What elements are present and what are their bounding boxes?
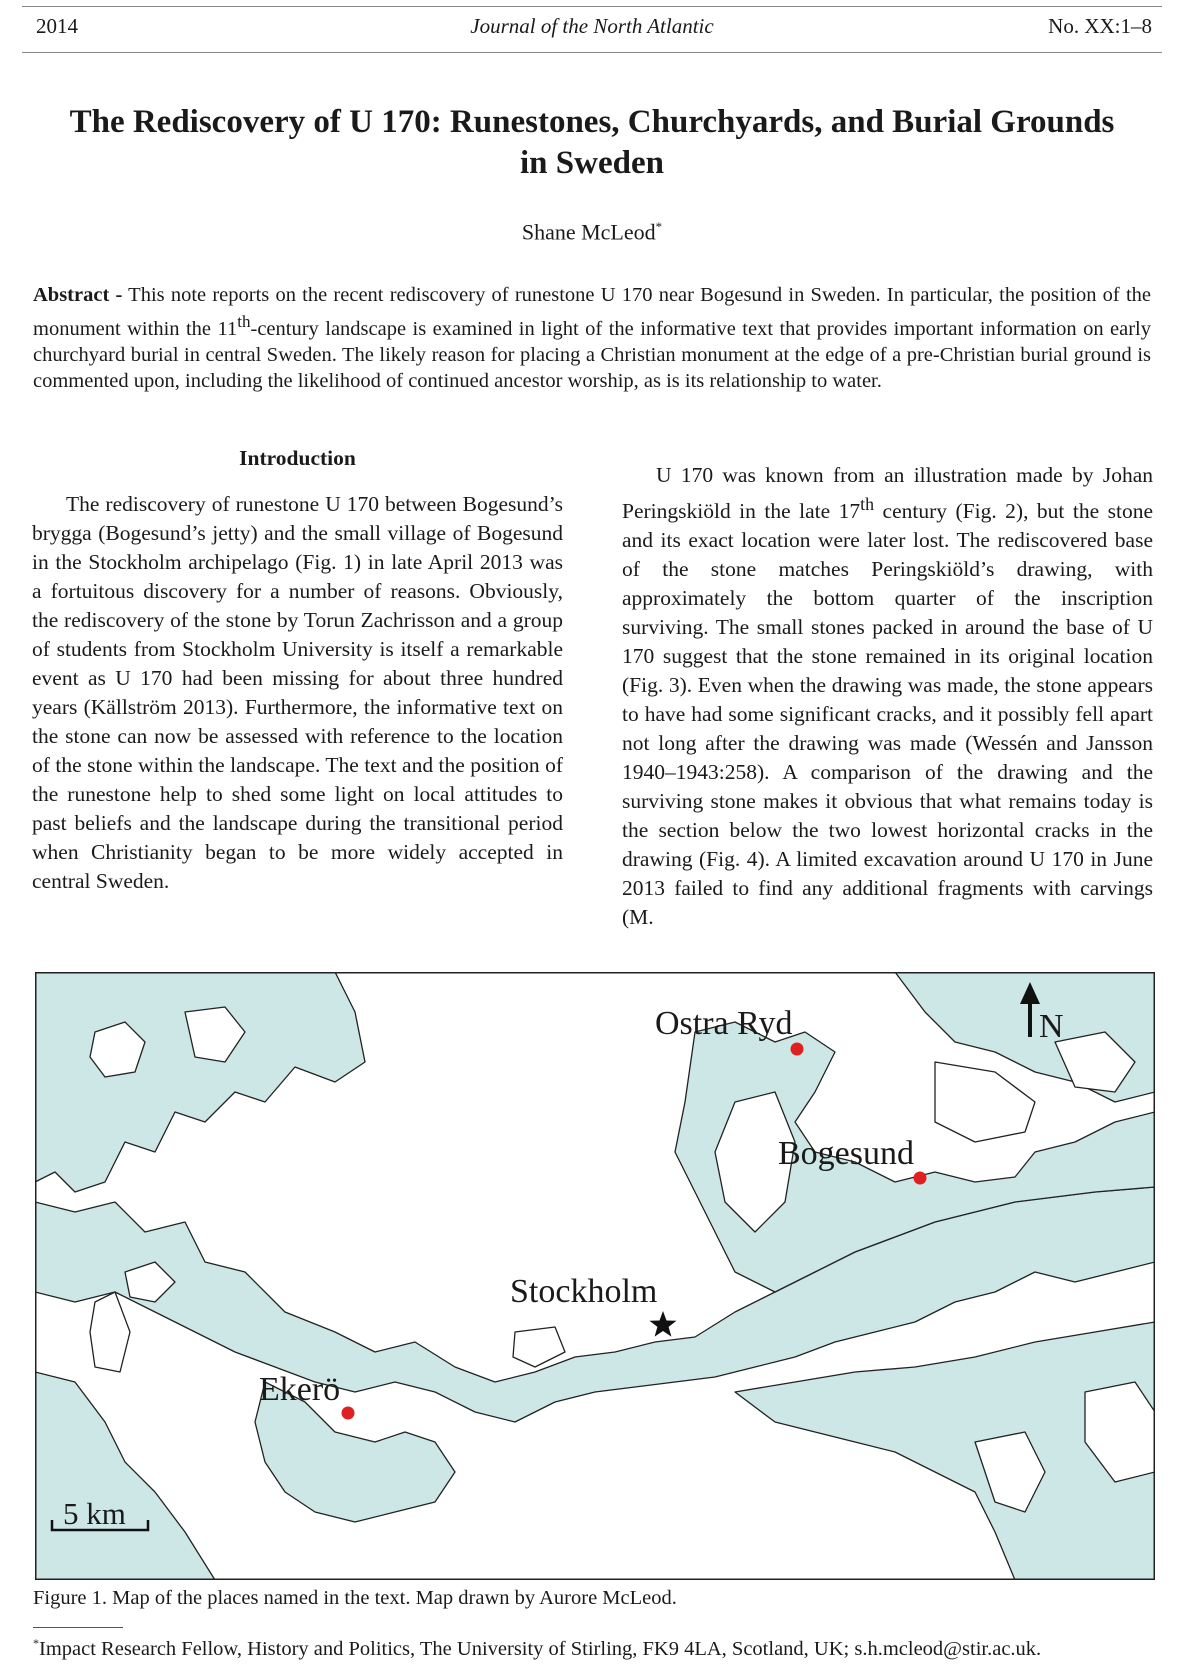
label-ostra-ryd: Ostra Ryd <box>655 1005 793 1042</box>
label-scale: 5 km <box>63 1496 126 1531</box>
article-author <box>0 219 1184 245</box>
author-footnote-mark: * <box>655 219 663 234</box>
label-bogesund: Bogesund <box>778 1135 914 1172</box>
marker-ostra-ryd <box>791 1043 804 1056</box>
header-year: 2014 <box>36 14 78 38</box>
marker-ekero <box>342 1407 355 1420</box>
footnote-text: Impact Research Fellow, History and Politics, The University of Stirling, FK9 4LA, Scotland, UK; s.h.mcleod@stir.ac.uk. <box>39 1637 1042 1660</box>
figure-1-map <box>35 972 1155 1580</box>
footnote-rule <box>33 1627 123 1628</box>
author-name: Shane McLeod <box>521 219 656 245</box>
header-issue: No. XX:1–8 <box>1048 14 1152 38</box>
intro-right-column <box>622 461 1153 932</box>
right-text-b: century (Fig. 2), but the stone and its exact location were later lost. The rediscovered base of the stone matches Peringskiöld’s drawing, with approximately the bottom quarter of the inscription surviving. The small stones packed in around the base of U 170 suggest that the stone remained in its original location (Fig. 3). Even when the drawing was made, the stone appears to have had some significant cracks, and it possibly fell apart not long after the drawing was made (Wessén and Jansson 1940–1943:258). A comparison of the drawing and the surviving stone makes it obvious that what remains today is the section below the two lowest horizontal cracks in the drawing (Fig. 4). A limited excavation around U 170 in June 2013 failed to find any additional fragments with carvings (M. <box>622 499 1154 930</box>
marker-bogesund <box>914 1172 927 1185</box>
figure-caption: Figure 1. Map of the places named in the text. Map drawn by Aurore McLeod. <box>33 1587 677 1609</box>
label-ekero: Ekerö <box>259 1371 341 1408</box>
abstract-text-b: -century landscape is examined in light of the informative text that provides important information on early churchyard burial in central Sweden. The likely reason for placing a Christian monument at the edge of a pre-Christian burial ground is commented upon, including the likelihood of continued ancestor worship, as is its relationship to water. <box>33 317 1151 393</box>
right-superscript: th <box>860 494 875 514</box>
label-stockholm: Stockholm <box>510 1273 658 1310</box>
header-journal-name: Journal of the North Atlantic <box>470 14 714 38</box>
intro-left-column: The rediscovery of runestone U 170 between Bogesund’s brygga (Bogesund’s jetty) and the small village of Bogesund in the Stockholm archipelago (Fig. 1) in late April 2013 was a fortuitous discovery for a number of reasons. Obviously, the rediscovery of the stone by Torun Zachrisson and a group of students from Stockholm University is itself a remarkable event as U 170 had been missing for about three hundred years (Källström 2013). Furthermore, the informative text on the stone can now be assessed with reference to the location of the stone within the landscape. The text and the position of the runestone help to shed some light on local attitudes to past beliefs and the landscape during the transitional period when Christianity began to be more widely accepted in central Sweden. <box>32 492 563 893</box>
abstract-superscript: th <box>237 311 251 331</box>
article-title: The Rediscovery of U 170: Runestones, Churchyards, and Burial Grounds in Sweden <box>69 104 1115 181</box>
introduction-heading: Introduction <box>239 446 356 470</box>
header-rule-bottom <box>22 52 1162 53</box>
abstract-text-a: This note reports on the recent rediscovery of runestone U 170 near Bogesund in Sweden. In particular, the position of the monument within the 11 <box>33 284 1151 340</box>
right-text-a: U 170 was known from an illustration made by Johan Peringskiöld in the late 17 <box>622 463 1153 524</box>
abstract-label: Abstract - <box>33 284 123 306</box>
abstract <box>33 282 1151 395</box>
footnote <box>33 1636 1041 1661</box>
header-rule-top <box>22 6 1162 7</box>
footnote-mark: * <box>33 1636 39 1650</box>
label-north: N <box>1039 1008 1064 1045</box>
